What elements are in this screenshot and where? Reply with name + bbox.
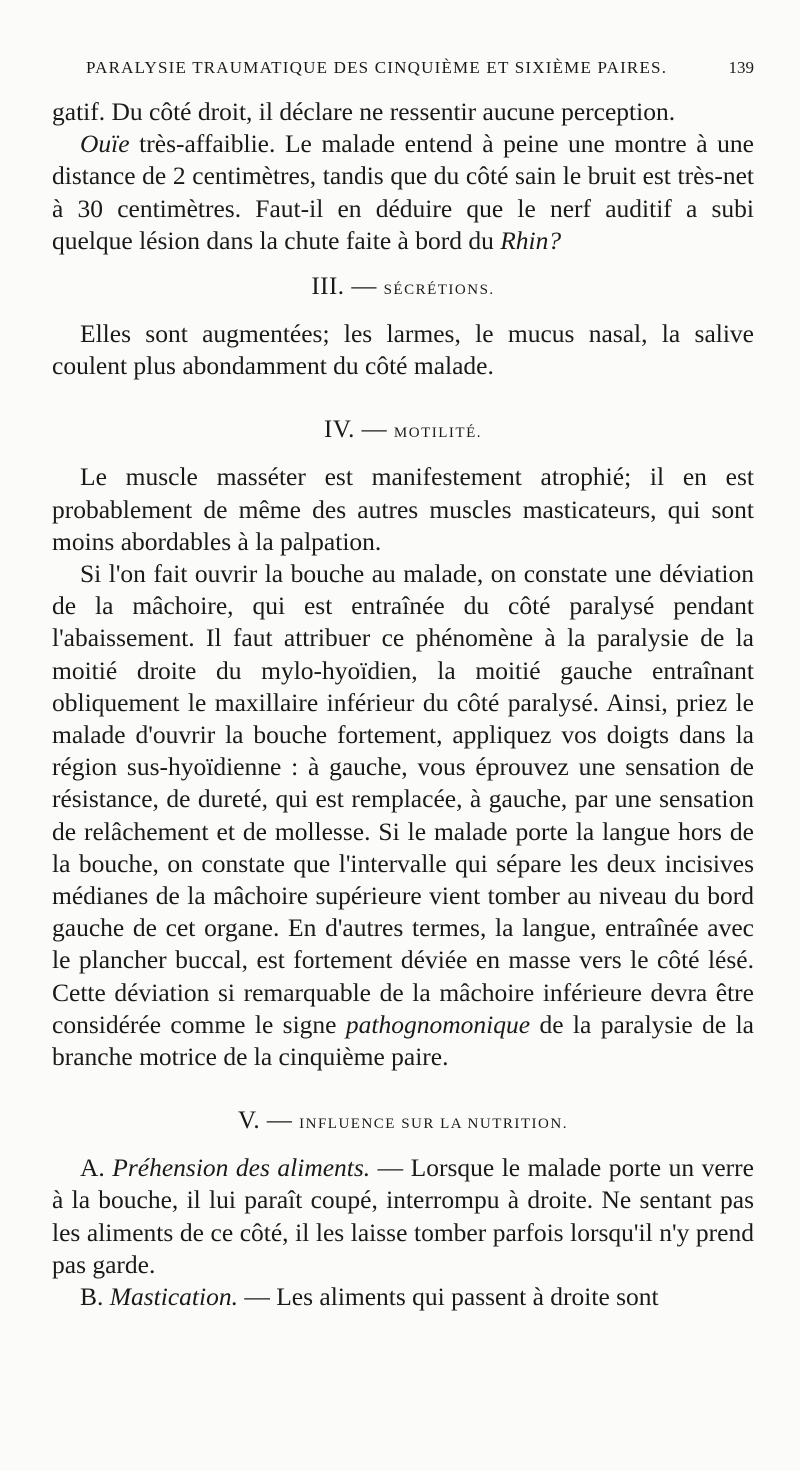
section-heading-nutrition [52, 1105, 754, 1140]
section-title: SÉCRÉTIONS. [383, 282, 495, 299]
paragraph-hearing-text: très-affaiblie. Le malade entend à peine une montre à une distance de 2 centimètres, tandis que du côté sain le bruit est très-net à 30 centimètres. Faut-il en déduire que le nerf auditif a subi quelque lésion dans la chute faite à bord du [52, 129, 754, 255]
paragraph-deviation-text: Si l'on fait ouvrir la bouche au malade, on constate une déviation de la mâchoire, qui est entraînée du côté paralysé pendant l'abaissement. Il faut attribuer ce phénomène à la paralysie de la moitié droite du mylo-hyoïdien, la moitié gauche entraînant obliquement le maxillaire inférieur du côté paralysé. Ainsi, priez le malade d'ouvrir la bouche fortement, appliquez vos doigts dans la région sus-hyoïdienne : à gauche, vous éprouvez une sensation de résistance, de dureté, qui est remplacée, à gauche, par une sensation de relâchement et de mollesse. Si le malade porte la langue hors de la bouche, on constate que l'intervalle qui sépare les deux incisives médianes de la mâchoire supérieure vient tomber au niveau du bord gauche de cet organe. En d'autres termes, la langue, entraînée avec le plancher buccal, est fortement déviée en masse vers le côté lésé. Cette déviation si remarquable de la mâchoire inférieure devra être considérée comme le signe [52, 559, 754, 1039]
paragraph-deviation [52, 558, 754, 1073]
section-number: V. [238, 1107, 261, 1135]
section-title: MOTILITÉ. [393, 425, 482, 442]
paragraph-secretions: Elles sont augmentées; les larmes, le mucus nasal, la salive coulent plus abondamment du côté malade. [52, 319, 754, 381]
section-dash: — [260, 1107, 300, 1135]
term-prehension: Préhension des aliments. [112, 1153, 371, 1183]
paragraph-mastication-text: — Les aliments qui passent à droite sont [237, 1282, 659, 1312]
running-header [86, 58, 754, 78]
running-title: PARALYSIE TRAUMATIQUE DES CINQUIÈME ET SIXIÈME PAIRES. [86, 58, 668, 77]
term-ouie: Ouïe [80, 129, 130, 159]
item-letter: B. [80, 1282, 110, 1312]
section-heading-motilite [52, 414, 754, 449]
section-dash: — [344, 273, 384, 301]
paragraph-prehension [52, 1152, 754, 1281]
section-heading-secretions [52, 271, 754, 306]
paragraph-deviation-end: de la paralysie de la branche motrice de la cinquième paire. [52, 1009, 754, 1072]
term-pathognomonique: pathognomonique [345, 1009, 531, 1039]
paragraph-perception: gatif. Du côté droit, il déclare ne ressentir aucune perception. [52, 97, 676, 126]
section-dash: — [354, 416, 394, 444]
term-rhin: Rhin? [500, 225, 562, 255]
section-number: III. [311, 273, 345, 301]
section-number: IV. [324, 416, 355, 444]
section-title: INFLUENCE SUR LA NUTRITION. [299, 1116, 568, 1133]
page-number: 139 [728, 58, 754, 77]
paragraph-hearing [52, 128, 754, 257]
paragraph-mastication [52, 1281, 754, 1313]
paragraph-prehension-text: — Lorsque le malade porte un verre à la bouche, il lui paraît coupé, interrompu à droite. Ne sentant pas les aliments de ce côté, il les laisse tomber parfois lorsqu'il n'y prend pas garde. [52, 1153, 754, 1279]
paragraph-masseter: Le muscle masséter est manifestement atrophié; il en est probablement de même des autres muscles masticateurs, qui sont moins abordables à la palpation. [52, 462, 754, 556]
term-mastication: Mastication. [109, 1282, 238, 1312]
item-letter: A. [80, 1153, 113, 1183]
